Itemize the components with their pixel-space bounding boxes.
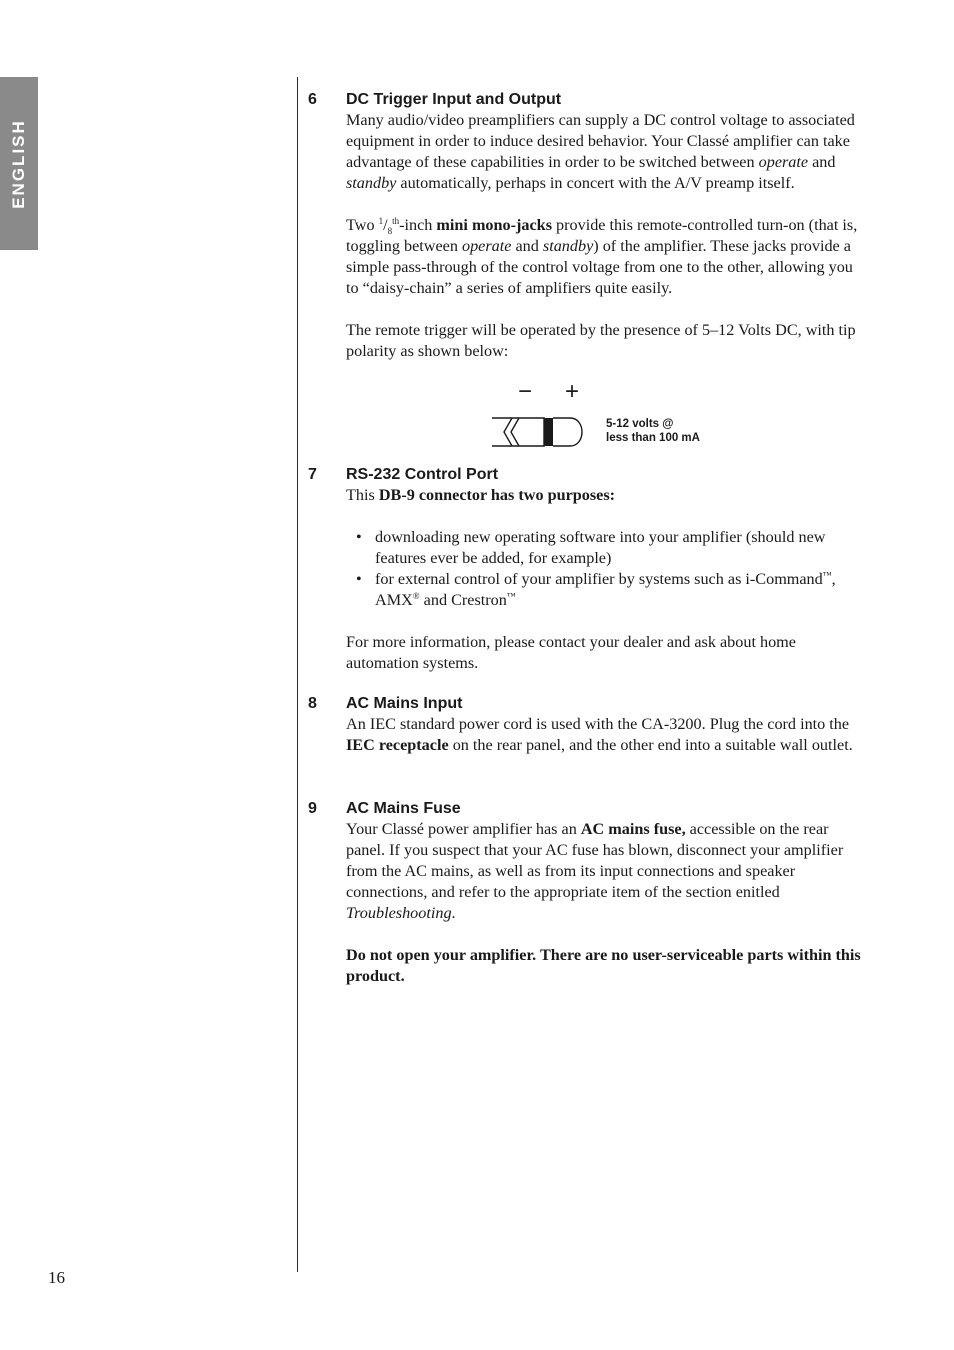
paragraph: Your Classé power amplifier has an AC mains fuse, accessible on the rear panel. If you suspect that your AC fuse has blown, disconnect your amplifier from the AC mains, as well as from its input connections and speaker connections, and refer to the appropriate item of the section enitled Troubleshooting. <box>346 820 844 922</box>
section-number: 6 <box>308 91 317 108</box>
bullet-list <box>346 527 863 611</box>
paragraph: The remote trigger will be operated by the presence of 5–12 Volts DC, with tip polarity as shown below: <box>346 321 856 360</box>
section-title: AC Mains Input <box>346 695 463 712</box>
paragraph: Two $^1/_8^{th}$-inch mini mono-jacks provide this remote-controlled turn-on (that is, toggling between operate and standby) of the amplifier. These jacks provide a simple pass-through of the control voltage from one to the other, allowing you to “daisy-chain” a series of amplifiers quite easily. <box>346 216 858 297</box>
voltage-label: 5-12 volts @ less than 100 mA <box>606 418 700 444</box>
section-ac-input <box>308 693 863 756</box>
section-number: 9 <box>308 800 317 817</box>
list-item: • for external control of your amplifier by systems such as i-Command™, AMX® and Crestron™ <box>346 569 863 611</box>
section-title: RS-232 Control Port <box>346 466 499 483</box>
paragraph: Many audio/video preamplifiers can supply a DC control voltage to associated equipment in order to induce desired behavior. Your Classé amplifier can take advantage of these capabilities in order to be switched between operate and standby automatically, perhaps in concert with the A/V preamp itself. <box>346 111 855 192</box>
section-number: 8 <box>308 695 317 712</box>
plug-polarity-diagram <box>490 378 730 452</box>
paragraph: An IEC standard power cord is used with the CA-3200. Plug the cord into the IEC receptacle on the rear panel, and the other end into a suitable wall outlet. <box>346 715 853 754</box>
section-title: DC Trigger Input and Output <box>346 91 562 108</box>
page-number: 16 <box>48 1268 65 1287</box>
minus-symbol: − <box>518 378 533 405</box>
mono-plug-icon <box>490 414 600 454</box>
section-rs232 <box>308 464 863 674</box>
section-number: 7 <box>308 466 317 483</box>
language-tab-label: ENGLISH <box>9 118 28 209</box>
paragraph: This DB-9 connector has two purposes: <box>346 486 616 504</box>
list-item: • downloading new operating software into your amplifier (should new features ever be added, for example) <box>346 527 863 569</box>
section-dc-trigger <box>308 89 863 362</box>
section-title: AC Mains Fuse <box>346 800 461 817</box>
warning-text: Do not open your amplifier. There are no user-serviceable parts within this product. <box>346 946 861 985</box>
column-divider <box>297 77 298 1272</box>
plus-symbol: + <box>565 378 580 405</box>
language-tab <box>0 77 38 250</box>
paragraph: For more information, please contact your dealer and ask about home automation systems. <box>346 633 796 672</box>
section-ac-fuse <box>308 798 863 987</box>
